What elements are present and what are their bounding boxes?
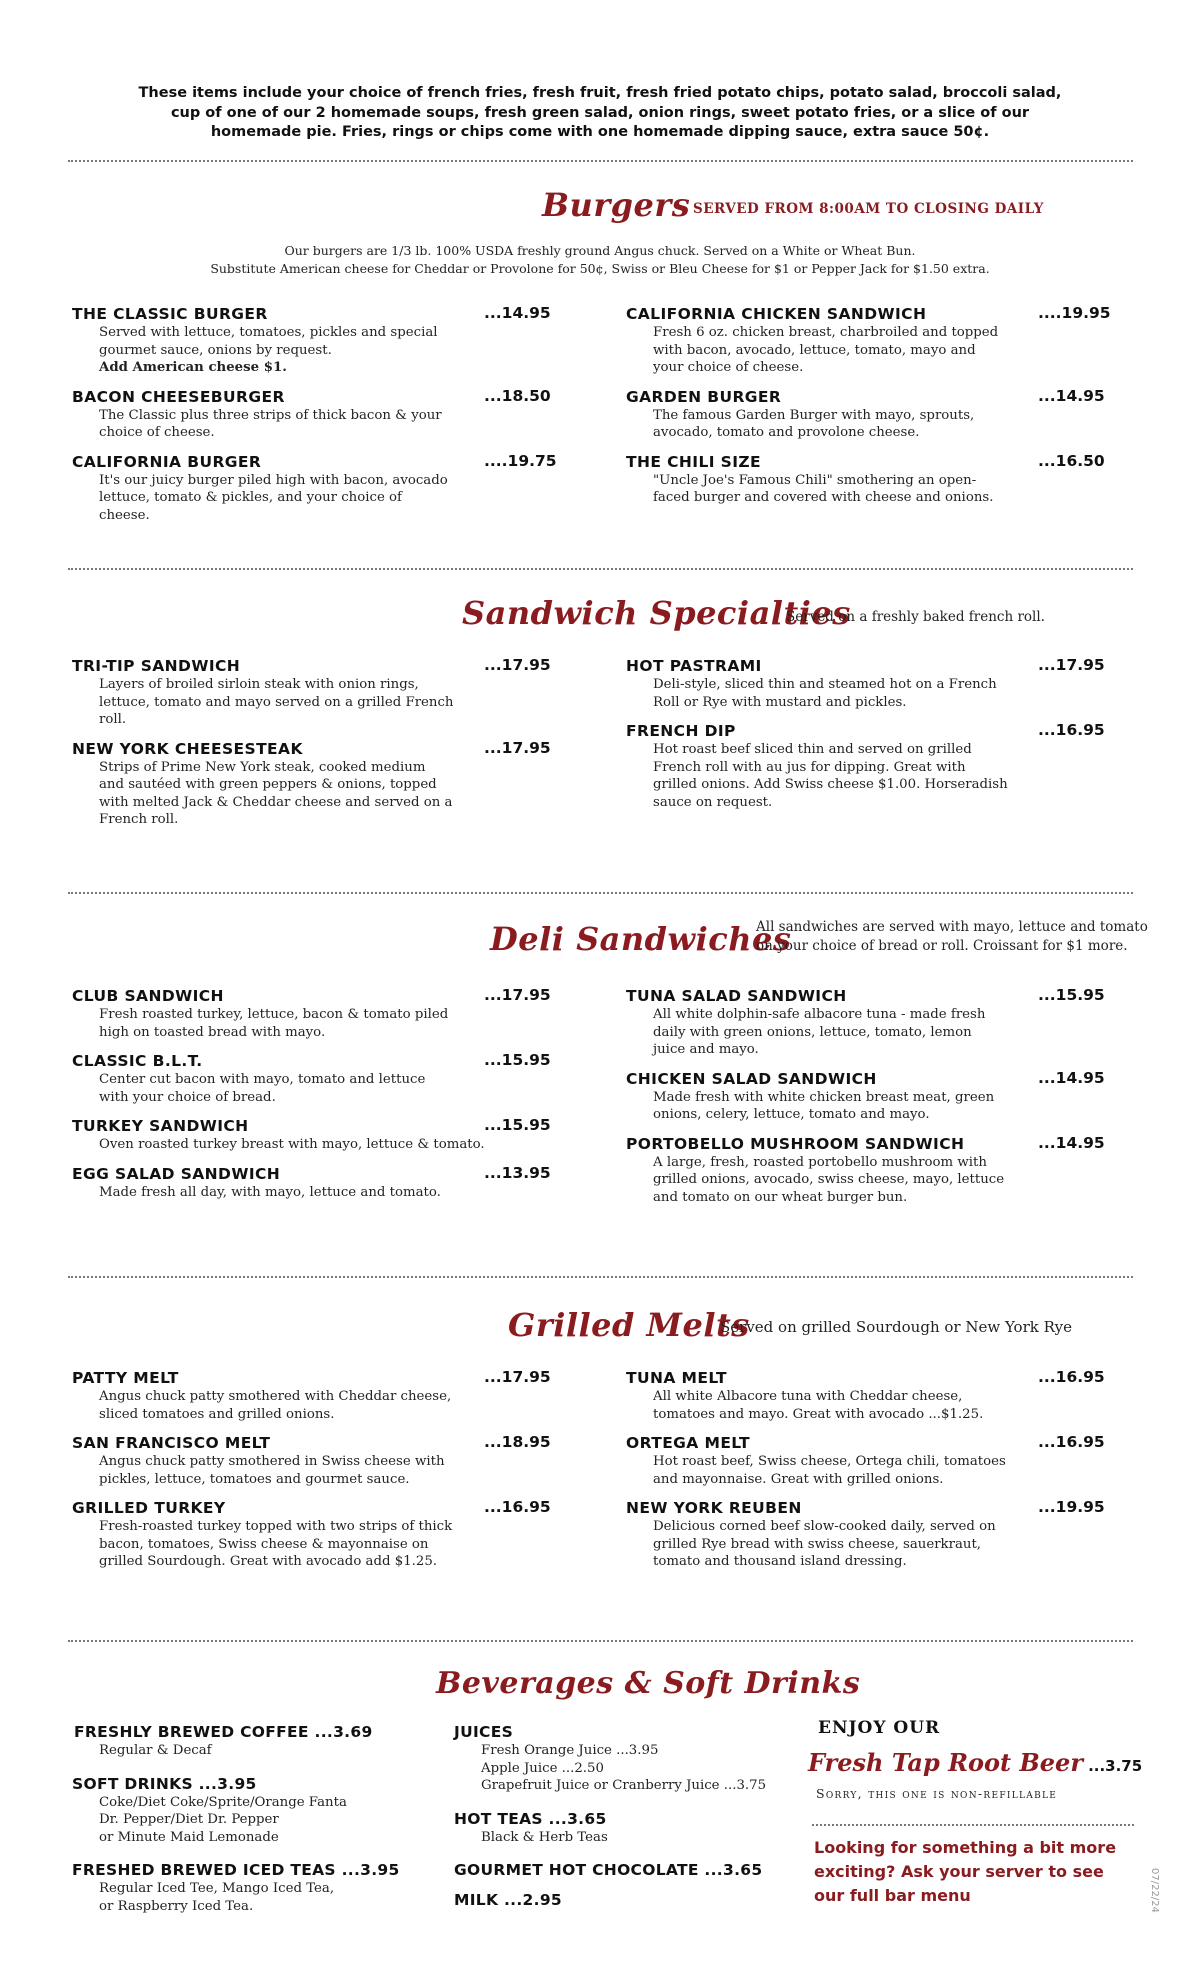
deli-sandwiches-subtitle: All sandwiches are served with mayo, lettuce and tomato on your choice of bread or roll. Croissant for $1 more. xyxy=(756,919,1148,954)
item-description: Angus chuck patty smothered with Cheddar cheese, sliced tomatoes and grilled onions. xyxy=(99,1389,452,1422)
section-divider xyxy=(68,1640,1133,1642)
melts-right-column xyxy=(626,1368,1106,1581)
intro-text: These items include your choice of french fries, fresh fruit, fresh fried potato chips, potato salad, broccoli salad, cup of one of our 2 homemade soups, fresh green salad, onion rings, sweet potato fries, or a slice of our homemade pie. Fries, rings or chips come with one homemade dipping sauce, extra sauce 50¢. xyxy=(138,85,1062,140)
item-price: ...16.50 xyxy=(1038,451,1105,470)
item-price: ...17.95 xyxy=(484,986,551,1004)
beverage-heading: FRESHED BREWED ICED TEAS ...3.95 xyxy=(72,1861,400,1879)
section-divider xyxy=(812,1824,1134,1826)
item-description: Fresh roasted turkey, lettuce, bacon & tomato piled high on toasted bread with mayo. xyxy=(99,1007,449,1040)
item-name: NEW YORK REUBEN xyxy=(626,1499,802,1517)
menu-item xyxy=(626,304,1111,377)
beverage-heading: GOURMET HOT CHOCOLATE ...3.65 xyxy=(454,1861,763,1879)
beverage-line: or Minute Maid Lemonade xyxy=(99,1829,279,1845)
beverage-line: Black & Herb Teas xyxy=(481,1829,608,1845)
item-price: ...15.95 xyxy=(1038,986,1105,1004)
beverage-line: Coke/Diet Coke/Sprite/Orange Fanta xyxy=(99,1794,347,1810)
beverages-column-2 xyxy=(454,1722,794,1924)
deli-right-column xyxy=(626,986,1106,1216)
menu-item xyxy=(72,1498,552,1571)
menu-item xyxy=(626,1368,1106,1423)
melts-left-column xyxy=(72,1368,552,1581)
menu-item xyxy=(72,387,552,442)
item-description: Strips of Prime New York steak, cooked medium and sautéed with green peppers & onions, topped with melted Jack & Cheddar cheese and served on a French roll. xyxy=(99,759,453,827)
item-price: ...15.95 xyxy=(484,1051,551,1069)
item-description: Delicious corned beef slow-cooked daily, served on grilled Rye bread with swiss cheese, sauerkraut, tomato and thousand island dressing. xyxy=(653,1519,996,1569)
sandwich-specialties-title: Sandwich Specialties xyxy=(462,594,851,632)
item-price: ...15.95 xyxy=(484,1116,551,1134)
section-divider xyxy=(68,160,1133,162)
beverage-line: Dr. Pepper/Diet Dr. Pepper xyxy=(99,1812,279,1827)
item-name: NEW YORK CHEESESTEAK xyxy=(72,739,303,758)
item-price: ...19.95 xyxy=(1038,1498,1105,1516)
item-name: GARDEN BURGER xyxy=(626,387,782,406)
beverage-group xyxy=(72,1860,432,1915)
item-name: SAN FRANCISCO MELT xyxy=(72,1434,271,1452)
item-description: Hot roast beef, Swiss cheese, Ortega chili, tomatoes and mayonnaise. Great with grilled onions. xyxy=(653,1454,1006,1487)
item-price: ...16.95 xyxy=(484,1498,551,1516)
menu-item xyxy=(72,1368,552,1423)
item-name: THE CLASSIC BURGER xyxy=(72,305,268,323)
menu-item xyxy=(72,1164,552,1202)
item-desc-text: Served with lettuce, tomatoes, pickles and special gourmet sauce, onions by request. xyxy=(99,325,438,358)
beverage-heading: FRESHLY BREWED COFFEE ...3.69 xyxy=(74,1723,373,1741)
item-price: ...17.95 xyxy=(484,738,551,757)
item-price: ....19.75 xyxy=(484,451,557,470)
specialties-left-column xyxy=(72,656,552,839)
item-name: TRI-TIP SANDWICH xyxy=(72,657,241,675)
item-name: PORTOBELLO MUSHROOM SANDWICH xyxy=(626,1134,965,1153)
menu-item xyxy=(72,739,552,829)
menu-item xyxy=(72,1116,552,1154)
root-beer-name: Fresh Tap Root Beer xyxy=(808,1748,1083,1777)
menu-item xyxy=(626,1433,1106,1488)
item-price: ...14.95 xyxy=(1038,386,1105,405)
item-name: CALIFORNIA CHICKEN SANDWICH xyxy=(626,305,927,323)
item-description: The famous Garden Burger with mayo, sprouts, avocado, tomato and provolone cheese. xyxy=(653,407,975,440)
menu-item xyxy=(626,1498,1106,1571)
beverage-line: Regular & Decaf xyxy=(99,1743,212,1758)
item-description xyxy=(99,324,454,377)
menu-item xyxy=(626,656,1106,711)
item-name: ORTEGA MELT xyxy=(626,1434,750,1452)
item-description: Center cut bacon with mayo, tomato and lettuce with your choice of bread. xyxy=(99,1072,426,1105)
item-price: ...14.95 xyxy=(1038,1068,1105,1087)
item-description: Fresh 6 oz. chicken breast, charbroiled and topped with bacon, avocado, lettuce, tomato, mayo and your choice of cheese. xyxy=(653,325,999,375)
burgers-subtitle: SERVED FROM 8:00AM TO CLOSING DAILY xyxy=(693,201,1044,217)
menu-item xyxy=(72,1433,552,1488)
item-name: CALIFORNIA BURGER xyxy=(72,452,262,471)
menu-item xyxy=(626,452,1106,507)
item-description: Hot roast beef sliced thin and served on grilled French roll with au jus for dipping. Great with grilled onions. Add Swiss cheese $1.00. Horseradish sauce on request. xyxy=(653,742,1008,810)
bar-menu-note: Looking for something a bit more exciting? Ask your server to see our full bar menu xyxy=(814,1838,1117,1905)
beverage-line: Apple Juice ...2.50 xyxy=(481,1760,604,1776)
item-price: ...17.95 xyxy=(484,656,551,674)
beverages-title: Beverages & Soft Drinks xyxy=(436,1666,861,1701)
item-name: TURKEY SANDWICH xyxy=(72,1117,249,1135)
item-price: ...18.95 xyxy=(484,1433,551,1451)
item-price: ...16.95 xyxy=(1038,1368,1105,1386)
item-price: ...14.95 xyxy=(1038,1133,1105,1152)
menu-item xyxy=(626,1069,1106,1124)
beverage-heading: MILK ...2.95 xyxy=(454,1891,562,1909)
item-description: It's our juicy burger piled high with bacon, avocado lettuce, tomato & pickles, and your choice of cheese. xyxy=(99,472,448,523)
item-price: ...13.95 xyxy=(484,1163,551,1182)
item-price: ...16.95 xyxy=(1038,721,1105,739)
item-name: FRENCH DIP xyxy=(626,722,736,740)
beverage-group xyxy=(72,1774,432,1847)
menu-item xyxy=(72,1051,552,1106)
item-name: CLUB SANDWICH xyxy=(72,987,224,1005)
beverage-line: Grapefruit Juice or Cranberry Juice ...3.75 xyxy=(481,1778,767,1793)
item-description: Made fresh all day, with mayo, lettuce and tomato. xyxy=(99,1184,441,1200)
beverages-column-1 xyxy=(72,1722,432,1929)
beverage-group xyxy=(72,1722,432,1760)
burgers-note-line: Substitute American cheese for Cheddar or Provolone for 50¢, Swiss or Bleu Cheese for $1 or Pepper Jack for $1.50 extra. xyxy=(210,261,990,276)
item-name: TUNA SALAD SANDWICH xyxy=(626,987,847,1005)
burgers-note xyxy=(130,242,1070,278)
section-divider xyxy=(68,568,1133,570)
item-description: "Uncle Joe's Famous Chili" smothering an open-faced burger and covered with cheese and onions. xyxy=(653,472,994,505)
grilled-melts-title: Grilled Melts xyxy=(508,1306,750,1344)
item-name: EGG SALAD SANDWICH xyxy=(72,1164,281,1183)
beverage-heading: HOT TEAS ...3.65 xyxy=(454,1809,607,1828)
menu-item xyxy=(626,387,1106,442)
root-beer-price: ...3.75 xyxy=(1088,1757,1143,1775)
specialties-right-column xyxy=(626,656,1106,821)
item-name: HOT PASTRAMI xyxy=(626,657,762,675)
item-description: A large, fresh, roasted portobello mushroom with grilled onions, avocado, swiss cheese, mayo, lettuce and tomato on our wheat burger bun. xyxy=(653,1154,1005,1205)
menu-item xyxy=(626,1134,1106,1207)
beverage-line: Fresh Orange Juice ...3.95 xyxy=(481,1743,659,1758)
date-stamp: 07/22/24 xyxy=(1149,1868,1160,1913)
beverage-heading: SOFT DRINKS ...3.95 xyxy=(72,1774,257,1793)
item-description: The Classic plus three strips of thick bacon & your choice of cheese. xyxy=(99,407,442,440)
beverage-group xyxy=(454,1860,794,1880)
burgers-title: Burgers xyxy=(542,186,691,224)
menu-item xyxy=(72,451,557,525)
item-price: ...16.95 xyxy=(1038,1433,1105,1451)
beverage-group xyxy=(454,1722,794,1795)
item-name: THE CHILI SIZE xyxy=(626,452,762,471)
sandwich-specialties-subtitle: Served on a freshly baked french roll. xyxy=(786,609,1045,625)
beverage-group xyxy=(454,1890,794,1910)
item-name: CHICKEN SALAD SANDWICH xyxy=(626,1069,877,1088)
menu-item xyxy=(72,986,552,1041)
beverage-line: or Raspberry Iced Tea. xyxy=(99,1898,254,1914)
section-divider xyxy=(68,892,1133,894)
item-description: Deli-style, sliced thin and steamed hot on a French Roll or Rye with mustard and pickles. xyxy=(653,677,997,710)
item-description: Layers of broiled sirloin steak with onion rings, lettuce, tomato and mayo served on a grilled French roll. xyxy=(99,677,454,727)
root-beer-note: Sorry, this one is non-refillable xyxy=(816,1786,1058,1801)
burgers-right-column xyxy=(626,304,1111,517)
section-divider xyxy=(68,1276,1133,1278)
deli-left-column xyxy=(72,986,552,1211)
item-description: Angus chuck patty smothered in Swiss cheese with pickles, lettuce, tomatoes and gourmet sauce. xyxy=(99,1454,445,1487)
burgers-left-column xyxy=(72,304,557,534)
item-price: ...14.95 xyxy=(484,304,551,322)
item-price: ...17.95 xyxy=(1038,656,1105,674)
item-extra: Add American cheese $1. xyxy=(99,360,287,375)
item-description: Made fresh with white chicken breast meat, green onions, celery, lettuce, tomato and mayo. xyxy=(653,1089,995,1122)
enjoy-heading: ENJOY OUR xyxy=(818,1718,941,1738)
item-price: ....19.95 xyxy=(1038,304,1111,322)
item-description: Oven roasted turkey breast with mayo, lettuce & tomato. xyxy=(99,1137,485,1152)
beverage-group xyxy=(454,1809,794,1847)
burgers-note-line: Our burgers are 1/3 lb. 100% USDA freshly ground Angus chuck. Served on a White or Wheat Bun. xyxy=(284,243,916,258)
item-description: All white dolphin-safe albacore tuna - made fresh daily with green onions, lettuce, tomato, lemon juice and mayo. xyxy=(653,1007,986,1057)
menu-item xyxy=(72,656,552,729)
item-name: CLASSIC B.L.T. xyxy=(72,1052,203,1070)
item-name: BACON CHEESEBURGER xyxy=(72,387,285,406)
grilled-melts-subtitle: Served on grilled Sourdough or New York Rye xyxy=(720,1318,1072,1336)
item-description: Fresh-roasted turkey topped with two strips of thick bacon, tomatoes, Swiss cheese & mayonnaise on grilled Sourdough. Great with avocado add $1.25. xyxy=(99,1519,453,1569)
menu-item xyxy=(72,304,552,377)
item-name: PATTY MELT xyxy=(72,1369,179,1387)
beverage-line: Regular Iced Tee, Mango Iced Tea, xyxy=(99,1881,335,1896)
beverage-heading: JUICES xyxy=(454,1723,514,1741)
menu-item xyxy=(626,986,1106,1059)
item-description: All white Albacore tuna with Cheddar cheese, tomatoes and mayo. Great with avocado ...$1.25. xyxy=(653,1389,984,1422)
root-beer-feature xyxy=(808,1748,1142,1777)
item-price: ...17.95 xyxy=(484,1368,551,1386)
item-price: ...18.50 xyxy=(484,386,551,405)
deli-sandwiches-title: Deli Sandwiches xyxy=(490,920,792,958)
menu-item xyxy=(626,721,1106,811)
item-name: GRILLED TURKEY xyxy=(72,1499,226,1517)
item-name: TUNA MELT xyxy=(626,1369,728,1387)
